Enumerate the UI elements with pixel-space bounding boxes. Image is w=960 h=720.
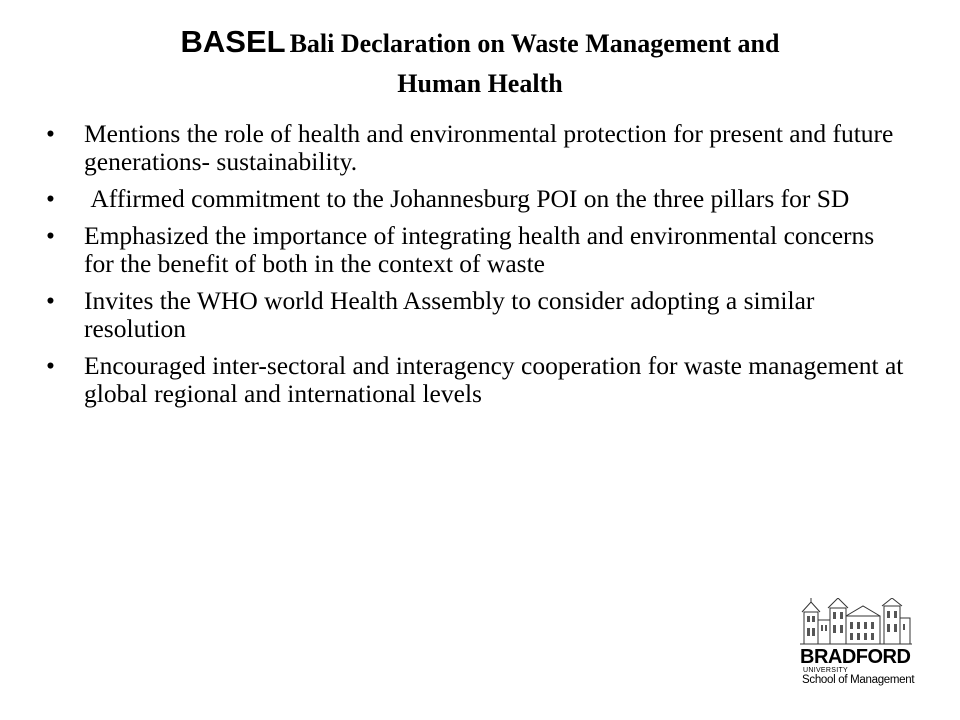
title-acronym: BASEL (180, 24, 286, 59)
logo-school: School of Management (802, 674, 915, 686)
bullet-icon: • (46, 286, 55, 315)
bradford-logo (800, 598, 930, 698)
bullet-item (46, 185, 906, 213)
logo-name: BRADFORD (800, 646, 911, 668)
slide-title (90, 20, 870, 103)
bullet-icon: • (46, 221, 55, 250)
bullet-icon: • (46, 184, 55, 213)
bullet-icon: • (46, 119, 55, 148)
bullet-icon: • (46, 351, 55, 380)
bullet-item (46, 120, 906, 176)
bullet-item (46, 287, 906, 343)
bullet-text: Mentions the role of health and environmental protection for present and future generations- sustainability. (84, 119, 894, 176)
logo-university: UNIVERSITY (803, 667, 849, 674)
university-building-icon (800, 598, 912, 646)
bullet-item (46, 352, 906, 408)
bullet-text: Affirmed commitment to the Johannesburg POI on the three pillars for SD (84, 184, 850, 213)
title-line-2: Human Health (397, 68, 563, 98)
bullet-text: Encouraged inter-sectoral and interagency cooperation for waste management at global regional and international levels (84, 351, 904, 408)
title-text: Bali Declaration on Waste Management and (289, 29, 780, 58)
bullet-text: Invites the WHO world Health Assembly to consider adopting a similar resolution (84, 286, 815, 343)
bullet-list (46, 120, 906, 417)
bullet-item (46, 222, 906, 278)
bullet-text: Emphasized the importance of integrating health and environmental concerns for the benefit of both in the context of waste (84, 221, 875, 278)
title-line-1 (90, 20, 870, 65)
